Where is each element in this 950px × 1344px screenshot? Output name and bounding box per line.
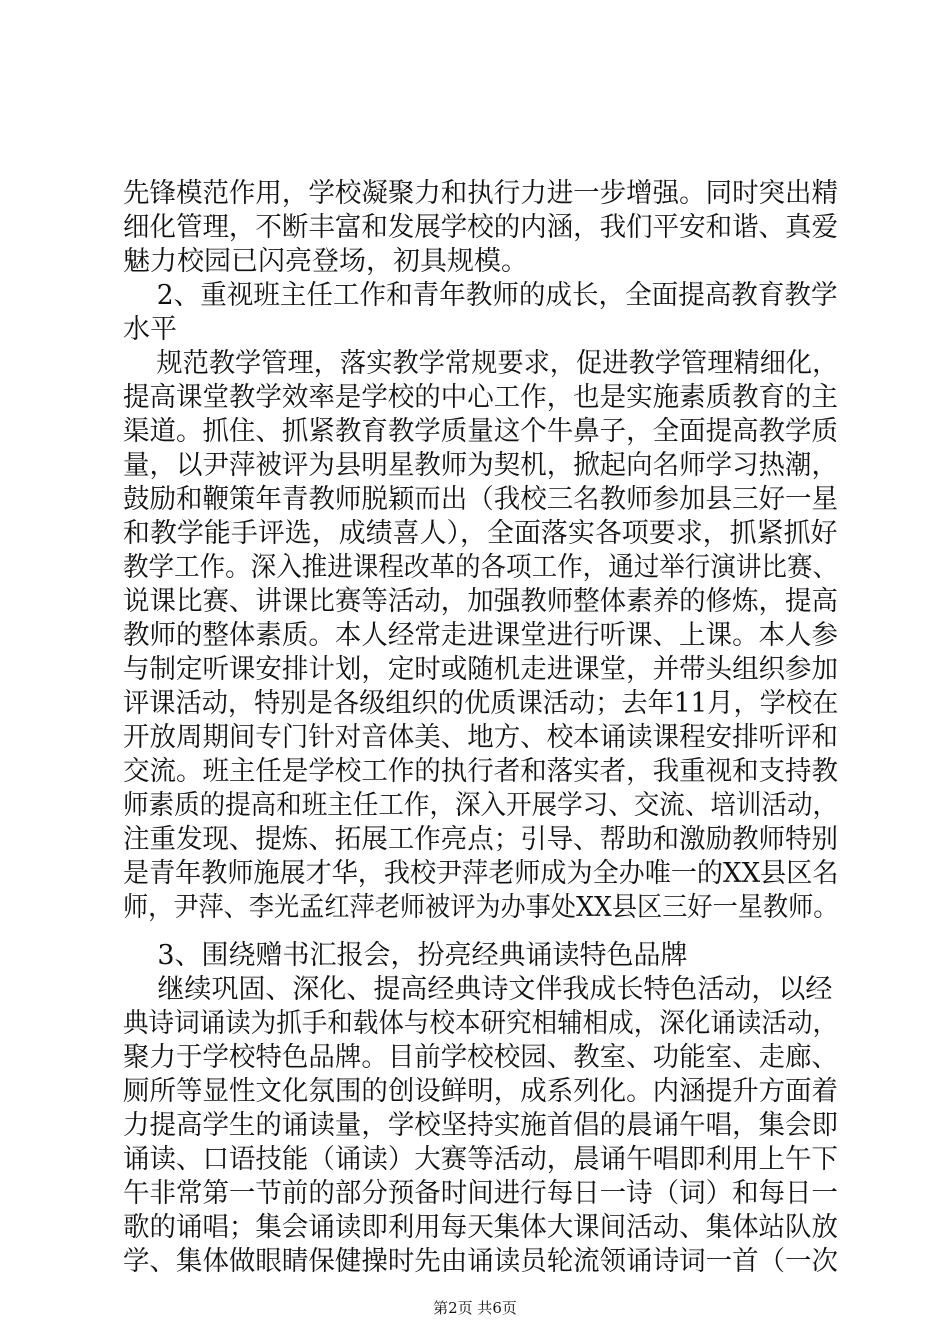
text-line: 诵读、口语技能（诵读）大赛等活动，晨诵午唱即利用上午下 (123, 1144, 839, 1175)
text-line: 午非常第一节前的部分预备时间进行每日一诗（词）和每日一 (123, 1178, 839, 1209)
text-line: 评课活动，特别是各级组织的优质课活动；去年11月，学校在 (123, 688, 839, 719)
text-line: 力提高学生的诵读量，学校坚持实施首倡的晨诵午唱，集会即 (123, 1110, 839, 1141)
text-line: 先锋模范作用，学校凝聚力和执行力进一步增强。同时突出精 (123, 178, 839, 209)
text-line: 聚力于学校特色品牌。目前学校校园、教室、功能室、走廊、 (123, 1042, 839, 1073)
text-line: 和教学能手评选，成绩喜人），全面落实各项要求，抓紧抓好 (123, 518, 838, 549)
text-line: 继续巩固、深化、提高经典诗文伴我成长特色活动，以经 (123, 974, 833, 1005)
text-line: 量，以尹萍被评为县明星教师为契机，掀起向名师学习热潮， (123, 450, 839, 481)
page-number-footer: 第2页 共6页 (433, 1299, 517, 1317)
text-line: 渠道。抓住、抓紧教育教学质量这个牛鼻子，全面提高教学质 (123, 416, 839, 447)
section-heading: 水平 (123, 314, 177, 345)
text-line: 细化管理，不断丰富和发展学校的内涵，我们平安和谐、真爱 (123, 212, 839, 243)
text-line: 是青年教师施展才华，我校尹萍老师成为全办唯一的XX县区名 (123, 858, 839, 889)
text-line: 交流。班主任是学校工作的执行者和落实者，我重视和支持教 (123, 756, 839, 787)
section-heading: 2、重视班主任工作和青年教师的成长，全面提高教育教学 (123, 280, 838, 311)
text-line: 师，尹萍、李光孟红萍老师被评为办事处XX县区三好一星教师。 (123, 892, 839, 923)
text-line: 教学工作。深入推进课程改革的各项工作，通过举行演讲比赛、 (123, 552, 839, 583)
text-line: 开放周期间专门针对音体美、地方、校本诵读课程安排听评和 (123, 722, 839, 753)
text-line: 师素质的提高和班主任工作，深入开展学习、交流、培训活动， (123, 790, 839, 821)
text-line: 与制定听课安排计划，定时或随机走进课堂，并带头组织参加 (123, 654, 839, 685)
text-line: 魅力校园已闪亮登场，初具规模。 (123, 246, 528, 277)
text-line: 教师的整体素质。本人经常走进课堂进行听课、上课。本人参 (123, 620, 839, 651)
text-line: 歌的诵唱；集会诵读即利用每天集体大课间活动、集体站队放 (123, 1212, 839, 1243)
text-line: 提高课堂教学效率是学校的中心工作，也是实施素质教育的主 (123, 382, 839, 413)
section-heading: 3、围绕赠书汇报会，扮亮经典诵读特色品牌 (123, 940, 688, 971)
text-line: 注重发现、提炼、拓展工作亮点；引导、帮助和激励教师特别 (123, 824, 839, 855)
text-line: 说课比赛、讲课比赛等活动，加强教师整体素养的修炼，提高 (123, 586, 839, 617)
text-line: 规范教学管理，落实教学常规要求，促进教学管理精细化， (123, 348, 839, 379)
text-line: 鼓励和鞭策年青教师脱颖而出（我校三名教师参加县三好一星 (123, 484, 839, 515)
text-line: 厕所等显性文化氛围的创设鲜明，成系列化。内涵提升方面着 (123, 1076, 839, 1107)
text-line: 典诗词诵读为抓手和载体与校本研究相辅相成，深化诵读活动， (123, 1008, 839, 1039)
text-line: 学、集体做眼睛保健操时先由诵读员轮流领诵诗词一首（一次 (123, 1246, 839, 1277)
